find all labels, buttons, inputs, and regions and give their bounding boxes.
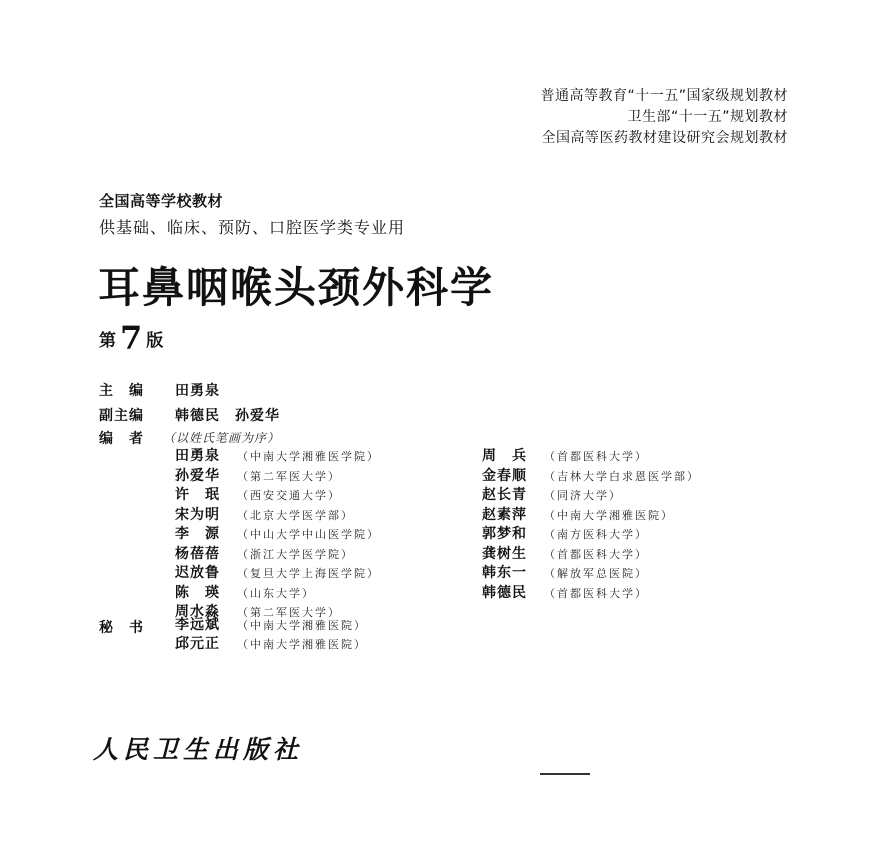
edition-prefix: 第 [99,331,116,351]
list-item: 迟放鲁 （复旦大学上海医学院） [175,565,380,581]
list-item: 韩东一 （解放军总医院） [482,565,648,581]
list-item: 陈 瑛 （山东大学） [175,584,315,601]
list-item: 周 兵 （首都医科大学） [482,448,648,464]
edition-suffix: 版 [146,331,164,351]
list-item: 韩德民 （首都医科大学） [482,584,648,601]
book-title: 耳鼻咽喉头颈外科学 [98,263,495,312]
editors-right-column [482,447,700,603]
series-line: 全国高等医药教材建设研究会规划教材 [541,130,788,146]
list-item: 赵长青 （同济大学） [482,487,622,503]
chief-editor-name: 田勇泉 [175,383,220,399]
list-item: 周水淼 （第二军医大学） [175,604,341,620]
secretary-label: 秘 书 [99,620,144,636]
associate-editor-names: 韩德民 孙爱华 [175,408,280,424]
textbook-category: 全国高等学校教材 [99,192,224,210]
publisher-name: 人民卫生出版社 [93,735,304,764]
list-item: 李 源 （中山大学中山医学院） [175,526,380,542]
list-item: 赵素萍 （中南大学湘雅医院） [482,506,674,523]
list-item: 邱元正 （中南大学湘雅医院） [175,636,367,652]
series-line: 卫生部“十一五”规划教材 [627,109,788,125]
list-item: 田勇泉 （中南大学湘雅医学院） [175,448,380,464]
editors-left-column [175,447,380,623]
list-item: 金春顺 （吉林大学白求恩医学部） [482,467,700,484]
list-item: 龚树生 （首都医科大学） [482,545,648,562]
divider [540,773,590,775]
editors-label: 编 者 [99,431,144,447]
edition [99,316,164,357]
list-item: 杨蓓蓓 （浙江大学医学院） [175,545,354,562]
associate-editor-label: 副主编 [99,408,144,424]
list-item: 郭梦和 （南方医科大学） [482,526,648,542]
series-block [540,86,788,149]
list-item: 孙爱华 （第二军医大学） [175,467,341,484]
chief-editor-label: 主 编 [99,383,144,399]
edition-number: 7 [120,319,143,357]
secretary-list [175,616,367,654]
series-line: 普通高等教育“十一五”国家级规划教材 [540,88,788,104]
list-item: 宋为明 （北京大学医学部） [175,506,354,523]
list-item: 李远斌 （中南大学湘雅医院） [175,617,367,633]
list-item: 许 珉 （西安交通大学） [175,487,341,503]
intended-use: 供基础、临床、预防、口腔医学类专业用 [99,218,406,237]
editors-order-note: （以姓氏笔画为序） [163,431,281,445]
